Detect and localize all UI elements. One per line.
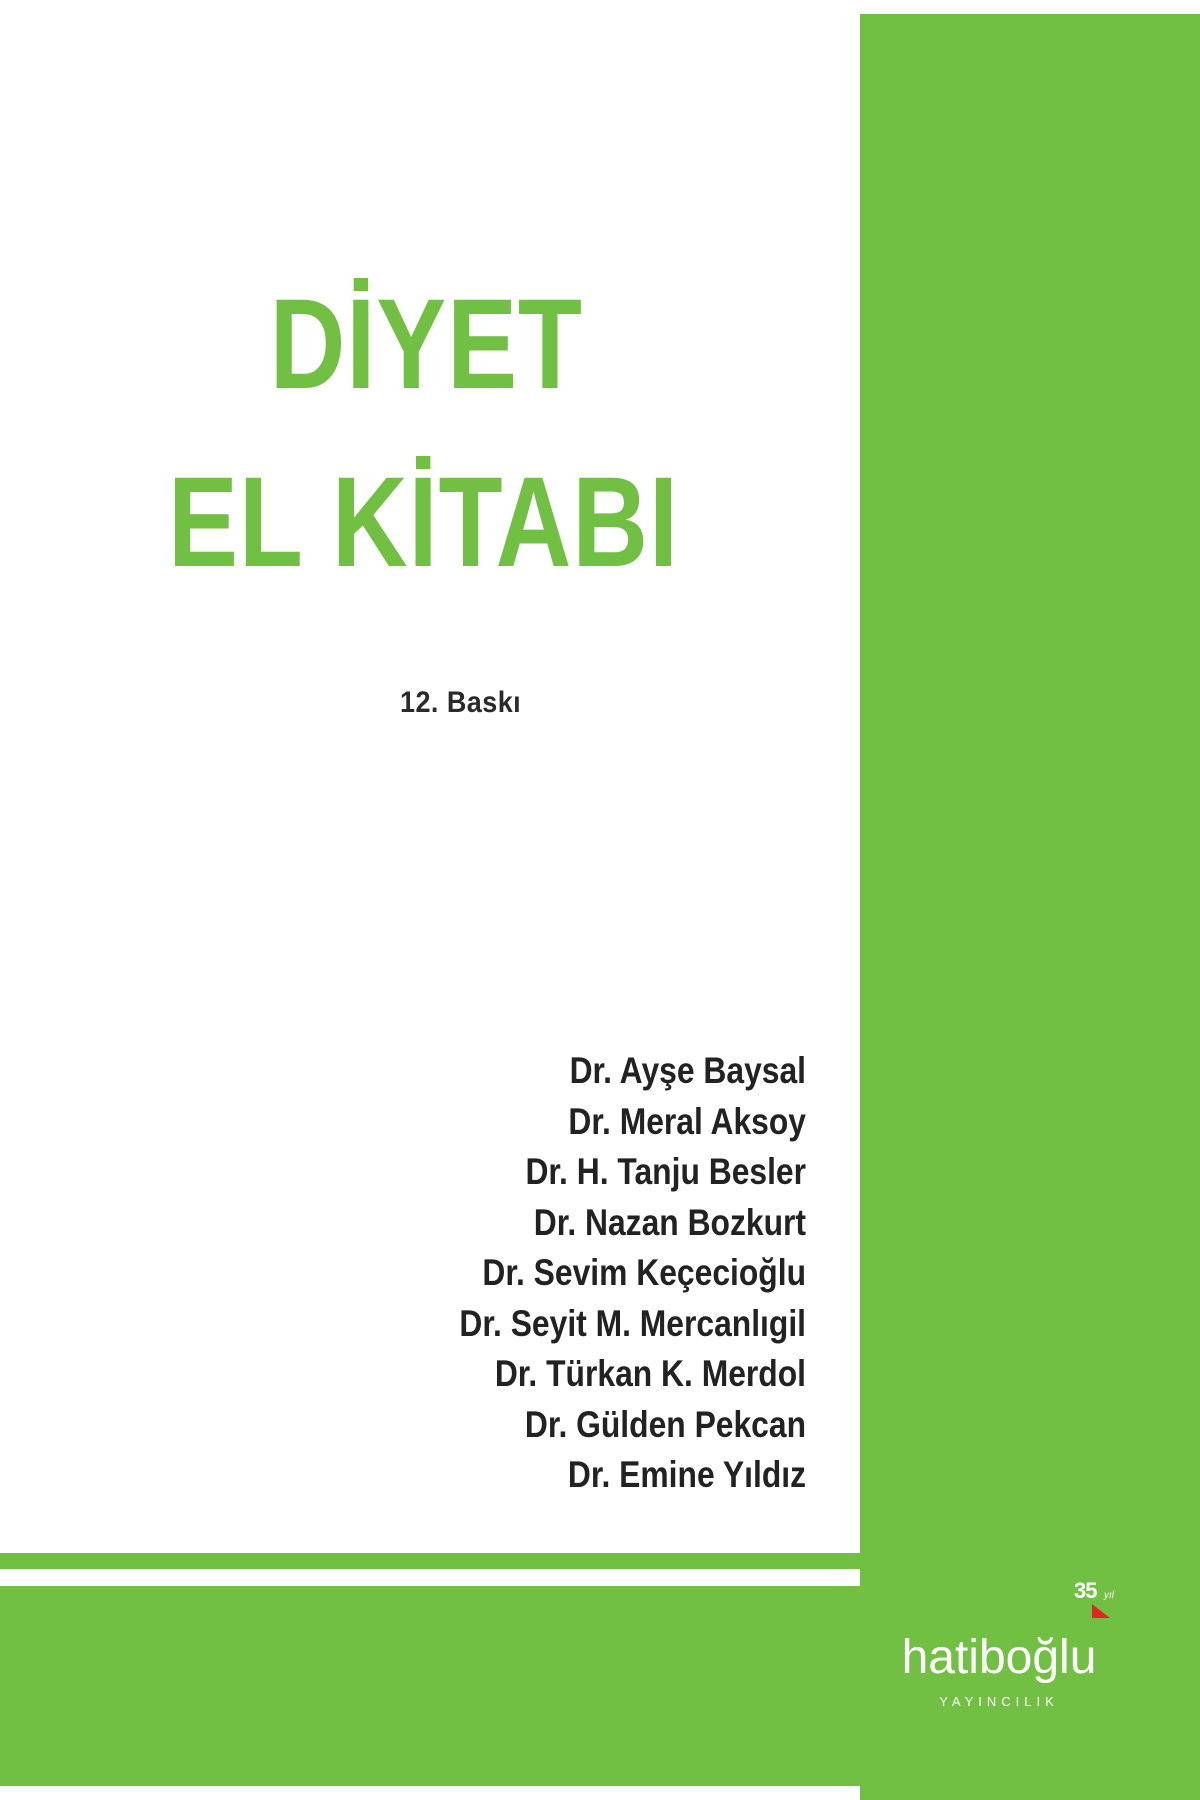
title-line-1: DİYET xyxy=(269,273,583,416)
anniversary-badge-icon xyxy=(1074,1578,1120,1628)
publisher-name: hatiboğlu xyxy=(901,1631,1097,1684)
publisher-subtitle: YAYINCILIK xyxy=(939,1694,1059,1709)
author-list xyxy=(403,1046,806,1501)
anniversary-unit: yıl xyxy=(1104,1590,1114,1601)
author-name: Dr. Sevim Keçecioğlu xyxy=(482,1252,806,1293)
edition-label: 12. Baskı xyxy=(400,686,522,719)
publisher-logo xyxy=(874,1572,1124,1732)
author-name: Dr. Gülden Pekcan xyxy=(524,1403,806,1445)
anniversary-number: 35 xyxy=(1074,1578,1097,1603)
green-thin-band xyxy=(0,1553,860,1569)
book-title xyxy=(168,256,679,612)
title-line-2: EL KİTABI xyxy=(168,451,679,594)
green-side-column xyxy=(860,14,1200,1800)
author-name: Dr. H. Tanju Besler xyxy=(525,1151,806,1192)
author-name: Dr. Seyit M. Mercanlıgil xyxy=(459,1302,806,1344)
author-name: Dr. Ayşe Baysal xyxy=(569,1050,806,1091)
author-name: Dr. Meral Aksoy xyxy=(568,1100,806,1142)
red-flag-icon xyxy=(1092,1604,1110,1618)
author-name: Dr. Nazan Bozkurt xyxy=(533,1201,806,1243)
author-name: Dr. Türkan K. Merdol xyxy=(494,1353,806,1394)
author-name: Dr. Emine Yıldız xyxy=(567,1454,806,1495)
